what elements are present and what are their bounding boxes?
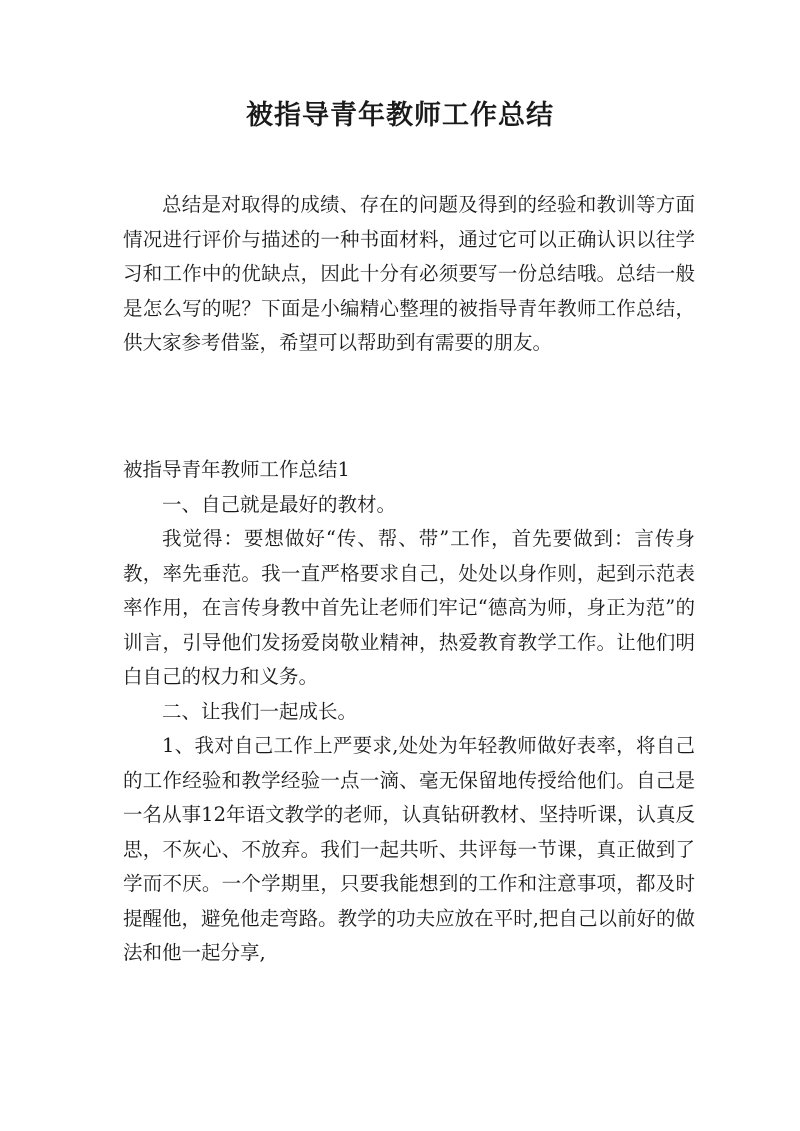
intro-paragraph: 总结是对取得的成绩、存在的问题及得到的经验和教训等方面情况进行评价与描述的一种书面材料，通过它可以正确认识以往学习和工作中的优缺点，因此十分有必须要写一份总结哦。总结一般是怎么写的呢？下面是小编精心整理的被指导青年教师工作总结，供大家参考借鉴，希望可以帮助到有需要的朋友。 (123, 193, 695, 354)
document-title: 被指导青年教师工作总结 (246, 100, 554, 131)
summary-section-1 (123, 453, 695, 971)
point-2-paragraph: 1、我对自己工作上严要求,处处为年轻教师做好表率，将自己的工作经验和教学经验一点一滴、毫无保留地传授给他们。自己是一名从事12年语文教学的老师，认真钻研教材、坚持听课，认真反思，不灰心、不放弃。我们一起共听、共评每一节课，真正做到了学而不厌。一个学期里，只要我能想到的工作和注意事项，都及时提醒他，避免他走弯路。教学的功夫应放在平时,把自己以前好的做法和他一起分享, (123, 734, 695, 964)
point-1-heading: 一、自己就是最好的教材。 (162, 492, 397, 516)
point-1-paragraph: 我觉得：要想做好“传、帮、带”工作，首先要做到：言传身教，率先垂范。我一直严格要求自己，处处以身作则，起到示范表率作用，在言传身教中首先让老师们牢记“德高为师，身正为范”的训言，引导他们发扬爱岗敬业精神，热爱教育教学工作。让他们明白自己的权力和义务。 (123, 527, 695, 688)
section-heading: 被指导青年教师工作总结1 (123, 458, 350, 481)
point-2-heading: 二、让我们一起成长。 (162, 699, 358, 723)
intro-section (123, 188, 695, 361)
